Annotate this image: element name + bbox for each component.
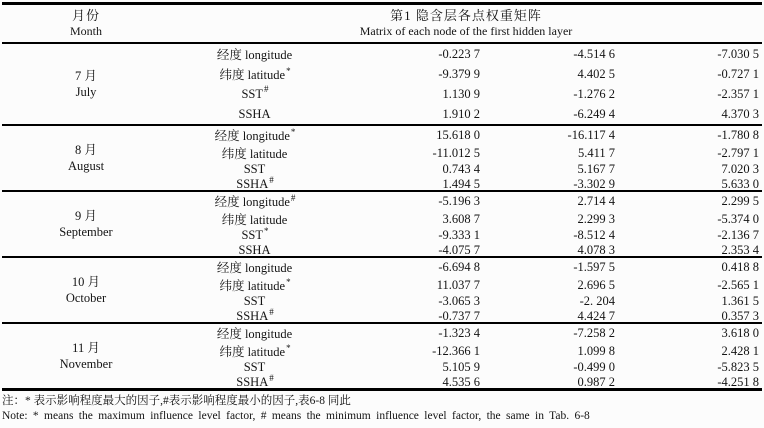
footnote-zh: 注：* 表示影响程度最大的因子,#表示影响程度最小的因子,表6-8 同此 [2, 395, 351, 407]
month-label-en: September [59, 225, 113, 239]
factor-name: SST [243, 162, 266, 176]
table-row [170, 144, 762, 162]
table-row [170, 162, 762, 177]
factor-name: 纬度 latitude [219, 279, 286, 293]
influence-marker: # [290, 192, 296, 203]
month-rows [170, 44, 762, 124]
weight-value: 1.910 2 [442, 106, 480, 121]
month-section-november [2, 324, 762, 391]
weight-value: 11.037 7 [436, 277, 480, 292]
weight-value: -3.302 9 [573, 177, 615, 191]
weight-value: -6.694 8 [438, 259, 480, 274]
month-label-en: July [75, 85, 97, 99]
weight-value: 5.167 7 [577, 162, 615, 176]
weight-value: -2.136 7 [717, 228, 759, 242]
table-row [170, 64, 762, 84]
influence-marker: * [286, 276, 291, 287]
weight-value: -4.251 8 [717, 375, 759, 389]
table-row [170, 192, 762, 210]
weight-value: 2.299 5 [721, 193, 759, 208]
table-header-row [2, 2, 762, 44]
factor-label [170, 162, 340, 177]
weight-value: 3.608 7 [442, 211, 480, 226]
month-rows [170, 192, 762, 256]
month-rows [170, 324, 762, 388]
weight-value: -1.276 2 [573, 86, 615, 101]
weight-value: -0.499 0 [573, 360, 615, 374]
weight-value: 2.428 1 [721, 343, 759, 358]
month-column-header [2, 5, 170, 42]
weight-value: 4.424 7 [577, 309, 615, 323]
month-rows [170, 258, 762, 322]
influence-marker: # [269, 306, 274, 317]
factor-name: SSHA [236, 309, 269, 323]
weight-value: 2.353 4 [721, 243, 759, 257]
factor-name: 经度 longitude [214, 195, 290, 209]
factor-name: 纬度 latitude [221, 147, 288, 161]
factor-label [170, 306, 340, 324]
weight-value: -0.737 7 [438, 309, 480, 323]
factor-name: SSHA [236, 177, 269, 191]
factor-name: 经度 longitude [216, 327, 293, 341]
table-row [170, 225, 762, 243]
table-row [170, 324, 762, 342]
factor-label [170, 65, 340, 83]
table-row [170, 126, 762, 144]
weight-value: -2.565 1 [717, 277, 759, 292]
factor-name: SSHA [236, 375, 269, 389]
weight-value: -3.065 3 [438, 294, 480, 308]
weight-value: 1.099 8 [577, 343, 615, 358]
weight-value: -5.196 3 [438, 193, 480, 208]
table-footnotes [2, 394, 764, 424]
month-label-zh: 7 月 [75, 68, 97, 83]
month-section-september [2, 192, 762, 258]
weight-value: -2.797 1 [717, 145, 759, 160]
weight-value: -0.223 7 [438, 46, 480, 61]
weight-value: -8.512 4 [573, 228, 615, 242]
weight-value: -9.379 9 [438, 66, 480, 81]
matrix-title-zh: 第1 隐含层各点权重矩阵 [390, 8, 542, 24]
weight-value: -9.333 1 [438, 228, 480, 242]
month-label-zh: 11 月 [72, 340, 100, 355]
table-row [170, 276, 762, 294]
influence-marker: * [264, 225, 269, 236]
weight-value: 1.130 9 [442, 86, 480, 101]
factor-label [170, 107, 340, 122]
weight-value: 4.535 6 [442, 375, 480, 389]
weight-value: -1.780 8 [717, 127, 759, 142]
factor-name: SSHA [238, 106, 271, 121]
factor-name: SST [243, 294, 266, 308]
factor-label [170, 258, 340, 276]
weight-value: -11.012 5 [432, 145, 480, 160]
month-label-zh: 9 月 [75, 208, 97, 223]
factor-label [170, 276, 340, 294]
table-row [170, 210, 762, 228]
factor-label [170, 174, 340, 192]
influence-marker: * [290, 126, 296, 137]
influence-marker: # [269, 372, 274, 383]
factor-label [170, 294, 340, 309]
factor-name: SST [241, 228, 264, 242]
weight-value: 4.078 3 [577, 243, 615, 257]
factor-label [170, 84, 340, 102]
weight-value: 2.299 3 [577, 211, 615, 226]
month-label [2, 324, 170, 388]
factor-name: 经度 longitude [216, 48, 293, 62]
weight-value: 0.357 3 [721, 309, 759, 323]
weight-value: -7.030 5 [717, 46, 759, 61]
factor-name: 纬度 latitude [221, 213, 288, 227]
table-row [170, 306, 762, 324]
weight-value: -12.366 1 [432, 343, 480, 358]
month-section-august [2, 126, 762, 192]
weight-value: 3.618 0 [721, 325, 759, 340]
factor-label [170, 144, 340, 162]
factor-name: SST [243, 360, 266, 374]
weight-value: 1.361 5 [721, 294, 759, 308]
weight-value: -2.357 1 [717, 86, 759, 101]
factor-label [170, 324, 340, 342]
table-row [170, 174, 762, 192]
table-row [170, 360, 762, 375]
month-section-july [2, 44, 762, 126]
factor-name: 纬度 latitude [219, 68, 286, 82]
weight-value: 5.411 7 [577, 145, 615, 160]
weight-value: 4.370 3 [721, 106, 759, 121]
month-label-en: August [67, 159, 105, 173]
weight-value: 2.714 4 [577, 193, 615, 208]
weight-value: -6.249 4 [573, 106, 615, 121]
month-label-zh: 10 月 [71, 274, 101, 289]
table-row [170, 44, 762, 64]
factor-label [170, 45, 340, 63]
month-label [2, 258, 170, 322]
month-label-en: November [59, 357, 113, 371]
table-row [170, 294, 762, 309]
month-header-zh: 月份 [71, 8, 100, 24]
factor-name: SST [241, 86, 264, 101]
weight-value: 0.418 8 [721, 259, 759, 274]
matrix-title-header [170, 5, 762, 42]
factor-label [170, 243, 340, 258]
weight-value: -16.117 4 [567, 127, 615, 142]
weight-value: -0.727 1 [717, 66, 759, 81]
influence-marker: # [269, 174, 274, 185]
factor-name: 经度 longitude [216, 261, 293, 275]
weight-value: -2. 204 [579, 294, 615, 308]
month-label [2, 126, 170, 190]
factor-label [170, 342, 340, 360]
weight-value: -7.258 2 [573, 325, 615, 340]
factor-label [170, 372, 340, 390]
factor-label [170, 126, 340, 144]
month-label [2, 192, 170, 256]
weight-value: 0.987 2 [577, 375, 615, 389]
month-label [2, 44, 170, 124]
influence-marker: * [286, 342, 291, 353]
weight-value: 2.696 5 [577, 277, 615, 292]
month-header-en: Month [69, 24, 102, 39]
month-label-en: October [65, 291, 107, 305]
weight-value: 7.020 3 [721, 162, 759, 176]
factor-label [170, 192, 340, 210]
weight-value: -5.374 0 [717, 211, 759, 226]
month-rows [170, 126, 762, 190]
month-label-zh: 8 月 [75, 142, 97, 157]
factor-label [170, 360, 340, 375]
weight-value: 5.105 9 [442, 360, 480, 374]
factor-label [170, 225, 340, 243]
weight-value: -1.597 5 [573, 259, 615, 274]
weight-matrix-table [2, 2, 762, 391]
matrix-title-en: Matrix of each node of the first hidden layer [359, 24, 573, 39]
weight-value: 4.402 5 [577, 66, 615, 81]
weight-value: -5.823 5 [717, 360, 759, 374]
table-row [170, 243, 762, 258]
table-row [170, 258, 762, 276]
weight-value: -1.323 4 [438, 325, 480, 340]
weight-value: 5.633 0 [721, 177, 759, 191]
table-row [170, 84, 762, 104]
weight-value: 1.494 5 [442, 177, 480, 191]
influence-marker: * [286, 65, 291, 76]
factor-label [170, 210, 340, 228]
weight-value: -4.075 7 [438, 243, 480, 257]
weight-value: 15.618 0 [436, 127, 480, 142]
factor-name: 纬度 latitude [219, 345, 286, 359]
table-row [170, 104, 762, 124]
weight-value: -4.514 6 [573, 46, 615, 61]
influence-marker: # [264, 84, 269, 95]
factor-name: 经度 longitude [214, 129, 290, 143]
month-section-october [2, 258, 762, 324]
table-row [170, 342, 762, 360]
table-row [170, 372, 762, 390]
factor-name: SSHA [238, 243, 271, 257]
footnote-en: Note: * means the maximum influence level factor, # means the minimum influence level factor, the same in Tab. 6-8 [2, 410, 590, 422]
weight-value: 0.743 4 [442, 162, 480, 176]
